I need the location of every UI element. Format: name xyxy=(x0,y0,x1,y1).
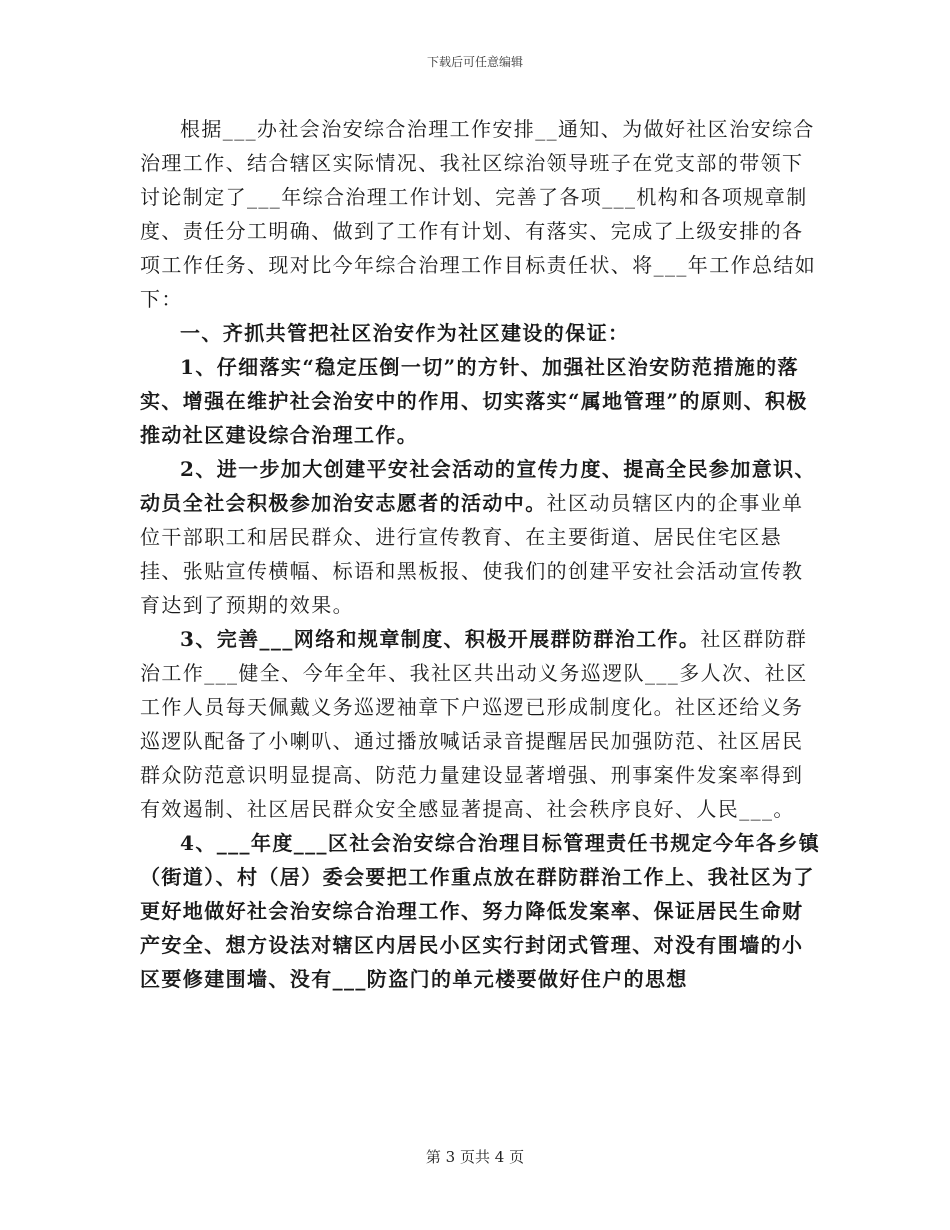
item-2-paragraph xyxy=(140,452,822,622)
page-header-note: 下载后可任意编辑 xyxy=(426,55,523,69)
page-number: 第 3 页共 4 页 xyxy=(425,1148,525,1166)
item-2-body: 社区动员辖区内的企事业单位干部职工和居民群众、进行宣传教育、在主要街道、居民住宅区悬挂、张贴宣传横幅、标语和黑板报、使我们的创建平安社会活动宣传教育达到了预期的效果。 xyxy=(140,491,804,617)
item-3-paragraph xyxy=(140,622,822,826)
section-heading-1: 一、齐抓共管把社区治安作为社区建设的保证： xyxy=(180,321,630,345)
document-body xyxy=(140,112,822,996)
item-4-paragraph: 4、___年度___区社会治安综合治理目标管理责任书规定今年各乡镇（街道）、村（居）委会要把工作重点放在群防群治工作上、我社区为了更好地做好社会治安综合治理工作、努力降低发案率、保证居民生命财产安全、想方设法对辖区内居民小区实行封闭式管理、对没有围墙的小区要修建围墙、没有___防盗门的单元楼要做好住户的思想 xyxy=(140,831,821,991)
item-2-lead: 2、进一步加大创建平安社会活动的宣传力度、提高全民参加意识、动员全社会积极参加治安志愿者的活动中。 xyxy=(140,457,816,515)
item-3-lead: 3、完善___网络和规章制度、积极开展群防群治工作。 xyxy=(180,627,701,651)
intro-paragraph: 根据___办社会治安综合治理工作安排__通知、为做好社区治安综合治理工作、结合辖区实际情况、我社区综治领导班子在党支部的带领下讨论制定了___年综合治理工作计划、完善了各项___机构和各项规章制度、责任分工明确、做到了工作有计划、有落实、完成了上级安排的各项工作任务、现对比今年综合治理工作目标责任状、将___年工作总结如下： xyxy=(140,117,817,311)
item-3-body: 社区群防群治工作___健全、今年全年、我社区共出动义务巡逻队___多人次、社区工作人员每天佩戴义务巡逻袖章下户巡逻已形成制度化。社区还给义务巡逻队配备了小喇叭、通过播放喊话录音提醒居民加强防范、社区居民群众防范意识明显提高、防范力量建设显著增强、刑事案件发案率得到有效遏制、社区居民群众安全感显著提高、社会秩序良好、人民___。 xyxy=(140,627,808,821)
item-1-paragraph: 1、仔细落实“稳定压倒一切”的方针、加强社区治安防范措施的落实、增强在维护社会治安中的作用、切实落实“属地管理”的原则、积极推动社区建设综合治理工作。 xyxy=(140,355,808,447)
